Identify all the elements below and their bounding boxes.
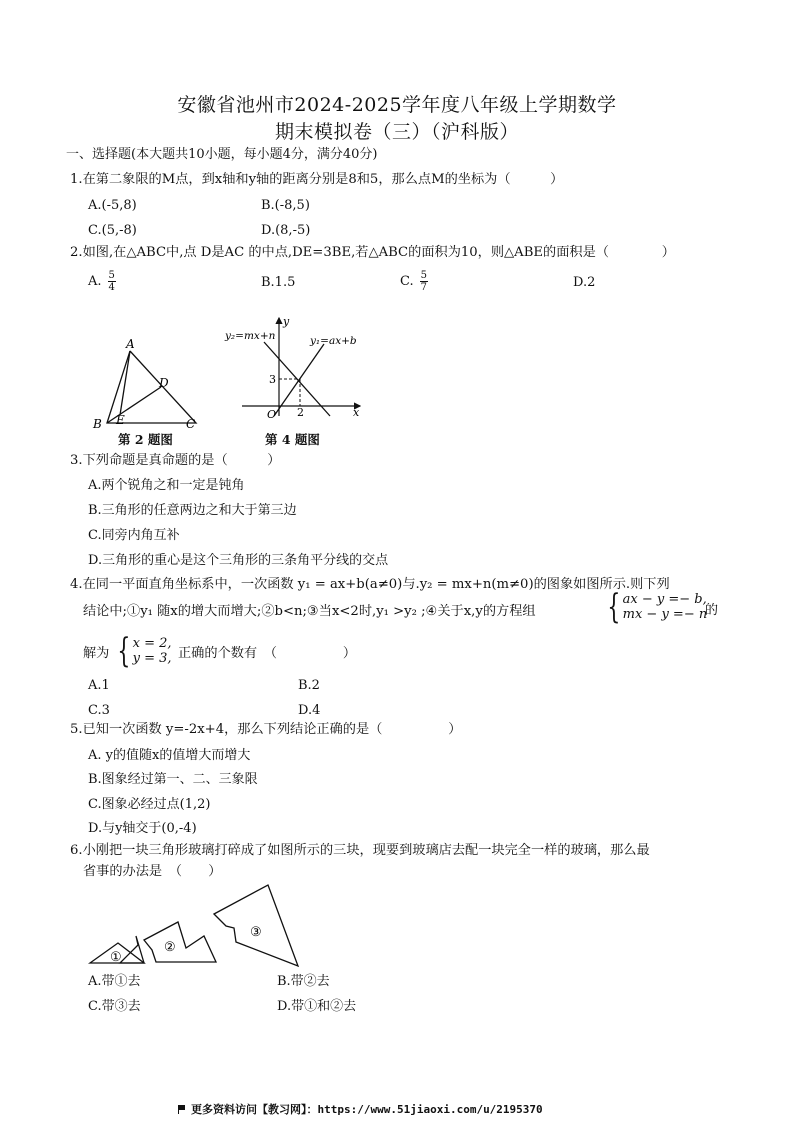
- question-1-stem: 1.在第二象限的M点，到x轴和y轴的距离分别是8和5，那么点M的坐标为（ ）: [70, 172, 564, 187]
- q4-equation-system: [603, 587, 708, 627]
- q4-option-a: A.1: [88, 678, 110, 693]
- q1-option-d: D.(8,-5): [261, 223, 311, 238]
- q4-option-c: C.3: [88, 703, 110, 718]
- label-c: C: [186, 417, 196, 431]
- section-heading: 一、选择题(本大题共10小题，每小题4分，满分40分): [66, 147, 378, 162]
- q4-solution-system: [113, 631, 172, 671]
- flag-icon: [178, 1105, 186, 1114]
- question-6-line-2: 省事的办法是 （ ）: [83, 864, 222, 879]
- q2-option-a: [88, 270, 116, 293]
- q1-option-c: C.(5,-8): [88, 223, 137, 238]
- q1-option-a: A.(-5,8): [88, 198, 137, 213]
- q6-option-a: A.带①去: [88, 974, 141, 989]
- q3-option-c: C.同旁内角互补: [88, 528, 180, 543]
- figure-4-graph: [222, 312, 367, 422]
- q4-de: 的: [705, 603, 719, 618]
- q2-option-a-label: A.: [88, 274, 102, 289]
- q6-option-d: D.带①和②去: [277, 999, 357, 1014]
- figure-2-caption: 第 2 题图: [118, 432, 173, 447]
- q5-option-b: B.图象经过第一、二、三象限: [88, 772, 258, 787]
- q2-option-b: B.1.5: [261, 275, 296, 290]
- question-5-stem: 5.已知一次函数 y=-2x+4，那么下列结论正确的是（ ）: [70, 722, 462, 737]
- footer-link-text[interactable]: 更多资料访问【教习网】：https://www.51jiaoxi.com/u/2195370: [191, 1103, 543, 1116]
- piece-1-edge: [120, 936, 144, 963]
- figure-6-glass-pieces: [86, 880, 316, 970]
- figure-4-caption: 第 4 题图: [265, 432, 320, 447]
- piece-2: [144, 922, 216, 962]
- footer[interactable]: [178, 1098, 543, 1117]
- piece-3-label: ③: [250, 925, 262, 940]
- q4-solution-suffix: 正确的个数有 （ ）: [178, 646, 357, 661]
- label-two: 2: [297, 406, 304, 419]
- label-three: 3: [269, 373, 276, 386]
- q4-eq-1: ax − y =− b,: [622, 592, 707, 607]
- q4-sol-x: x = 2,: [132, 636, 172, 651]
- q2-option-c: [400, 270, 428, 293]
- q2-a-denominator: 4: [108, 282, 115, 293]
- q2-c-numerator: 5: [420, 270, 427, 281]
- segment-ae: [120, 351, 130, 415]
- q5-option-a: A. y的值随x的值增大而增大: [88, 748, 251, 763]
- label-y2: y₂=mx+n: [225, 330, 276, 342]
- question-6-line-1: 6.小刚把一块三角形玻璃打碎成了如图所示的三块，现要到玻璃店去配一块完全一样的玻璃，那么最: [70, 843, 650, 858]
- label-y1: y₁=ax+b: [310, 335, 357, 347]
- title-line-1: 安徽省池州市2024-2025学年度八年级上学期数学: [177, 94, 617, 116]
- piece-1-label: ①: [110, 950, 122, 965]
- label-x-axis: x: [353, 406, 360, 419]
- title-line-2: 期末模拟卷（三）（沪科版）: [274, 121, 519, 143]
- label-b: B: [93, 417, 102, 431]
- q3-option-d: D.三角形的重心是这个三角形的三条角平分线的交点: [88, 553, 389, 568]
- q2-option-c-fraction: [420, 270, 428, 293]
- q4-option-d: D.4: [298, 703, 321, 718]
- question-4-line-1: 4.在同一平面直角坐标系中，一次函数 y₁ = ax+b(a≠0)与.y₂ = mx+n(m≠0)的图象如图所示.则下列: [70, 577, 670, 592]
- q2-option-d: D.2: [573, 275, 596, 290]
- question-3-stem: 3.下列命题是真命题的是（ ）: [70, 453, 281, 468]
- q4-option-b: B.2: [298, 678, 320, 693]
- q6-option-c: C.带③去: [88, 999, 141, 1014]
- q3-option-b: B.三角形的任意两边之和大于第三边: [88, 503, 297, 518]
- piece-2-label: ②: [164, 940, 176, 955]
- question-2-stem: 2.如图,在△ABC中,点 D是AC 的中点,DE=3BE,若△ABC的面积为10，则△ABE的面积是（ ）: [70, 245, 675, 260]
- question-4-line-2: 结论中;①y₁ 随x的增大而增大;②b<n;③当x<2时,y₁ >y₂ ;④关于x,y的方程组: [83, 604, 536, 619]
- q4-eq-2: mx − y =− n: [622, 607, 708, 622]
- q2-option-c-label: C.: [400, 274, 414, 289]
- q4-solution-prefix: 解为: [83, 646, 110, 661]
- label-origin: O: [267, 408, 277, 421]
- label-e: E: [116, 413, 125, 427]
- q5-option-c: C.图象必经过点(1,2): [88, 797, 211, 812]
- label-a: A: [126, 337, 135, 351]
- q4-sol-y: y = 3,: [132, 651, 172, 666]
- q3-option-a: A.两个锐角之和一定是钝角: [88, 478, 245, 493]
- q2-a-numerator: 5: [108, 270, 115, 281]
- q2-c-denominator: 7: [420, 282, 427, 293]
- q1-option-b: B.(-8,5): [261, 198, 310, 213]
- q6-option-b: B.带②去: [277, 974, 330, 989]
- q5-option-d: D.与y轴交于(0,-4): [88, 821, 197, 836]
- q4-brace-2: {: [117, 631, 131, 671]
- label-d: D: [159, 376, 169, 390]
- q4-brace-1: {: [607, 587, 621, 627]
- q2-option-a-fraction: [108, 270, 116, 293]
- label-y-axis: y: [283, 315, 290, 328]
